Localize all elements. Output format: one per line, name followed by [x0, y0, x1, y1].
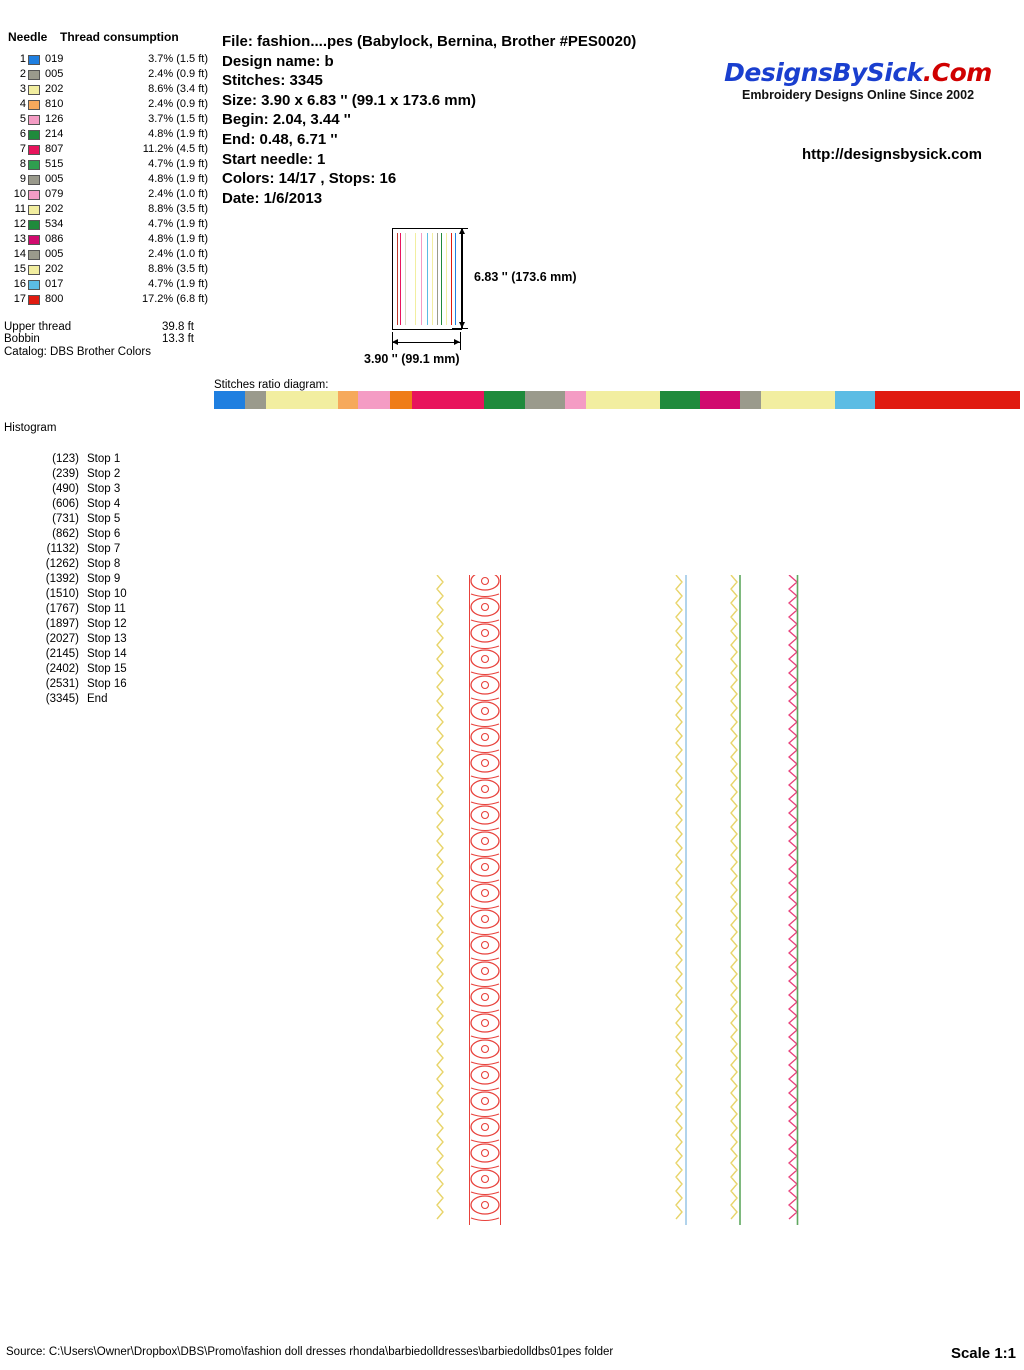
ratio-segment — [484, 391, 525, 409]
dimension-tick-bottom — [452, 328, 468, 329]
histogram-stop-label: Stop 5 — [87, 513, 121, 525]
histogram-row — [4, 467, 214, 482]
thread-consumption-value: 8.8% (3.5 ft) — [148, 203, 208, 215]
histogram-stitch-count: (1897) — [45, 618, 79, 630]
thread-consumption-value: 3.7% (1.5 ft) — [148, 113, 208, 125]
needle-row — [4, 292, 214, 307]
histogram-row — [4, 452, 214, 467]
thread-color-swatch — [28, 205, 40, 215]
preview-stitch-line — [421, 233, 422, 325]
info-design-name: Design name: b — [222, 52, 334, 70]
thread-color-swatch — [28, 295, 40, 305]
histogram-stitch-count: (1132) — [46, 543, 79, 555]
histogram-stitch-count: (490) — [52, 483, 79, 495]
ratio-segment — [266, 391, 339, 409]
histogram-stop-label: Stop 9 — [87, 573, 121, 585]
thread-color-swatch — [28, 235, 40, 245]
thread-color-swatch — [28, 115, 40, 125]
preview-stitch-line — [397, 233, 398, 325]
logo-dot: . — [922, 58, 932, 87]
preview-stitch-line — [405, 233, 406, 325]
histogram-stop-label: Stop 6 — [87, 528, 121, 540]
histogram-row — [4, 527, 214, 542]
thread-total-label: Bobbin — [4, 333, 40, 345]
histogram-row — [4, 632, 214, 647]
stitch-strip — [738, 575, 742, 1225]
thread-code: 005 — [45, 173, 64, 185]
thread-code: 202 — [45, 83, 64, 95]
stitch-strip — [468, 575, 502, 1225]
thread-code: 214 — [45, 128, 64, 140]
thread-code: 017 — [45, 278, 64, 290]
thread-color-swatch — [28, 145, 40, 155]
thread-consumption-value: 3.7% (1.5 ft) — [148, 53, 208, 65]
histogram-panel — [4, 422, 214, 707]
thread-color-swatch — [28, 70, 40, 80]
thread-code: 005 — [45, 248, 64, 260]
histogram-stop-label: End — [87, 693, 108, 705]
histogram-stitch-count: (606) — [52, 498, 79, 510]
histogram-stop-label: Stop 2 — [87, 468, 121, 480]
thread-code: 126 — [45, 113, 64, 125]
height-arrow — [462, 228, 463, 328]
ratio-segment — [358, 391, 389, 409]
needle-index: 1 — [19, 53, 26, 65]
thread-total-value: 13.3 ft — [162, 333, 194, 345]
preview-stitch-line — [415, 233, 416, 325]
needle-index: 6 — [19, 128, 26, 140]
thread-color-swatch — [28, 160, 40, 170]
thread-total-value: 39.8 ft — [162, 321, 194, 333]
thread-consumption-value: 2.4% (1.0 ft) — [148, 248, 208, 260]
needle-index: 5 — [19, 113, 26, 125]
histogram-row — [4, 512, 214, 527]
thread-consumption-value: 4.7% (1.9 ft) — [148, 278, 208, 290]
needle-row — [4, 277, 214, 292]
dimension-tick-right — [460, 332, 461, 350]
footer-scale-label: Scale 1:1 — [950, 1345, 1016, 1362]
thread-code: 019 — [45, 53, 64, 65]
histogram-title: Histogram — [4, 422, 57, 434]
info-size: Size: 3.90 x 6.83 '' (99.1 x 173.6 mm) — [222, 91, 476, 109]
histogram-row — [4, 557, 214, 572]
logo-tagline: Embroidery Designs Online Since 2002 — [741, 88, 975, 102]
thread-color-swatch — [28, 55, 40, 65]
histogram-stop-label: Stop 8 — [87, 558, 121, 570]
thread-consumption-value: 4.7% (1.9 ft) — [148, 218, 208, 230]
histogram-stop-label: Stop 11 — [87, 603, 126, 615]
ratio-segment — [412, 391, 485, 409]
histogram-row — [4, 572, 214, 587]
needle-row — [4, 232, 214, 247]
thread-code: 079 — [45, 188, 64, 200]
info-date: Date: 1/6/2013 — [222, 189, 323, 207]
histogram-row — [4, 482, 214, 497]
thread-consumption-value: 17.2% (6.8 ft) — [141, 293, 208, 305]
needle-row — [4, 112, 214, 127]
info-file: File: fashion....pes (Babylock, Bernina, Brother #PES0020) — [222, 33, 637, 50]
needle-row — [4, 67, 214, 82]
needle-row — [4, 202, 214, 217]
info-end: End: 0.48, 6.71 '' — [222, 130, 338, 148]
thread-color-swatch — [28, 220, 40, 230]
needle-index: 17 — [13, 293, 26, 305]
needle-index: 14 — [13, 248, 26, 260]
histogram-stop-label: Stop 13 — [87, 633, 127, 645]
width-dimension-label: 3.90 '' (99.1 mm) — [364, 352, 460, 366]
ratio-segment — [390, 391, 412, 409]
histogram-stitch-count: (731) — [52, 513, 79, 525]
histogram-row — [4, 497, 214, 512]
logo-wordmark — [698, 58, 1018, 87]
histogram-row — [4, 602, 214, 617]
info-start-needle: Start needle: 1 — [222, 150, 326, 168]
thread-consumption-value: 2.4% (0.9 ft) — [148, 68, 208, 80]
thread-consumption-value: 11.2% (4.5 ft) — [142, 143, 208, 155]
histogram-stop-label: Stop 7 — [87, 543, 121, 555]
histogram-stitch-count: (1767) — [45, 603, 79, 615]
thread-consumption-value: 4.7% (1.9 ft) — [148, 158, 208, 170]
histogram-row — [4, 617, 214, 632]
needle-table-header — [4, 30, 214, 44]
needle-index: 16 — [13, 278, 26, 290]
info-stitches: Stitches: 3345 — [222, 72, 323, 90]
design-preview-thumbnail — [392, 228, 462, 330]
histogram-stitch-count: (2027) — [45, 633, 79, 645]
needle-index: 3 — [19, 83, 26, 95]
ratio-segment — [700, 391, 741, 409]
needle-index: 9 — [19, 173, 26, 185]
design-preview-with-dimensions — [364, 228, 626, 368]
ratio-segment — [586, 391, 660, 409]
thread-total-row — [4, 321, 214, 333]
ratio-segment — [214, 391, 245, 409]
embroidery-stitchout-preview — [400, 575, 860, 1225]
needle-row — [4, 247, 214, 262]
needle-index: 15 — [13, 263, 26, 275]
thread-color-swatch — [28, 100, 40, 110]
thread-total-row — [4, 333, 214, 345]
histogram-stop-label: Stop 12 — [87, 618, 127, 630]
thread-color-swatch — [28, 280, 40, 290]
preview-stitch-line — [451, 233, 452, 325]
histogram-stop-label: Stop 14 — [87, 648, 127, 660]
column-header-thread-consumption: Thread consumption — [60, 30, 179, 44]
thread-consumption-value: 2.4% (1.0 ft) — [148, 188, 208, 200]
thread-code: 807 — [45, 143, 64, 155]
needle-row — [4, 82, 214, 97]
histogram-row — [4, 677, 214, 692]
preview-stitch-line — [446, 233, 447, 325]
histogram-stitch-count: (1392) — [45, 573, 79, 585]
histogram-stitch-count: (1262) — [45, 558, 79, 570]
needle-index: 10 — [13, 188, 26, 200]
histogram-row — [4, 662, 214, 677]
thread-color-swatch — [28, 190, 40, 200]
needle-row — [4, 187, 214, 202]
histogram-stop-label: Stop 4 — [87, 498, 121, 510]
stitch-strip — [436, 575, 444, 1225]
info-begin: Begin: 2.04, 3.44 '' — [222, 111, 351, 129]
needle-index: 13 — [13, 233, 26, 245]
preview-stitch-line — [427, 233, 428, 325]
stitch-strip — [796, 575, 799, 1225]
thread-totals — [4, 321, 214, 358]
histogram-stitch-count: (2531) — [45, 678, 79, 690]
ratio-segment — [245, 391, 265, 409]
histogram-stitch-count: (862) — [52, 528, 79, 540]
needle-index: 11 — [14, 203, 26, 215]
needle-row — [4, 142, 214, 157]
thread-color-swatch — [28, 85, 40, 95]
histogram-row — [4, 542, 214, 557]
needle-row — [4, 157, 214, 172]
thread-code: 005 — [45, 68, 64, 80]
height-dimension-label: 6.83 '' (173.6 mm) — [474, 270, 577, 284]
preview-stitch-line — [432, 233, 433, 325]
stitch-strip — [684, 575, 688, 1225]
ratio-segment — [338, 391, 358, 409]
thread-consumption-value: 8.6% (3.4 ft) — [148, 83, 208, 95]
histogram-row — [4, 692, 214, 707]
ratio-segment — [525, 391, 566, 409]
ratio-segment — [660, 391, 700, 409]
histogram-stitch-count: (1510) — [45, 588, 79, 600]
histogram-stop-label: Stop 15 — [87, 663, 127, 675]
design-info-block — [222, 32, 636, 208]
stitches-ratio-bar — [214, 391, 1020, 409]
needle-index: 8 — [19, 158, 26, 170]
histogram-stop-label: Stop 3 — [87, 483, 121, 495]
histogram-row — [4, 587, 214, 602]
width-arrow — [392, 342, 460, 343]
needle-index: 7 — [19, 143, 26, 155]
stitches-ratio-label: Stitches ratio diagram: — [214, 379, 329, 391]
histogram-stop-label: Stop 16 — [87, 678, 127, 690]
thread-consumption-value: 4.8% (1.9 ft) — [148, 128, 208, 140]
histogram-stitch-count: (239) — [52, 468, 79, 480]
logo-main-text: DesignsBySick — [724, 58, 923, 87]
needle-index: 12 — [13, 218, 26, 230]
stitch-strip — [675, 575, 683, 1225]
thread-color-swatch — [28, 175, 40, 185]
thread-code: 086 — [45, 233, 64, 245]
histogram-row — [4, 647, 214, 662]
ratio-segment — [835, 391, 875, 409]
thread-consumption-value: 4.8% (1.9 ft) — [148, 173, 208, 185]
ratio-segment — [740, 391, 760, 409]
info-colors-stops: Colors: 14/17 , Stops: 16 — [222, 170, 397, 188]
needle-row — [4, 97, 214, 112]
thread-code: 810 — [45, 98, 64, 110]
needle-row — [4, 172, 214, 187]
needle-row — [4, 127, 214, 142]
thread-consumption-value: 4.8% (1.9 ft) — [148, 233, 208, 245]
needle-row — [4, 217, 214, 232]
needle-index: 4 — [19, 98, 26, 110]
histogram-stop-label: Stop 1 — [87, 453, 121, 465]
stitch-strip — [730, 575, 738, 1225]
preview-stitch-line — [400, 233, 401, 325]
ratio-segment — [761, 391, 835, 409]
site-url: http://designsbysick.com — [801, 146, 982, 163]
histogram-stitch-count: (123) — [52, 453, 79, 465]
thread-code: 202 — [45, 203, 64, 215]
footer-source-path: Source: C:\Users\Owner\Dropbox\DBS\Promo\fashion doll dresses rhonda\barbiedolldresses\barbiedolldbs01pes folder — [6, 1346, 614, 1358]
histogram-stop-label: Stop 10 — [87, 588, 127, 600]
thread-color-swatch — [28, 250, 40, 260]
needle-thread-table — [4, 30, 214, 358]
thread-color-swatch — [28, 130, 40, 140]
thread-consumption-value: 2.4% (0.9 ft) — [148, 98, 208, 110]
thread-consumption-value: 8.8% (3.5 ft) — [148, 263, 208, 275]
ratio-segment — [565, 391, 585, 409]
needle-row — [4, 262, 214, 277]
ratio-segment — [875, 391, 1020, 409]
thread-code: 515 — [45, 158, 64, 170]
histogram-stitch-count: (3345) — [45, 693, 79, 705]
preview-stitch-line — [441, 233, 442, 325]
thread-color-swatch — [28, 265, 40, 275]
needle-row — [4, 52, 214, 67]
thread-total-label: Upper thread — [4, 321, 72, 333]
thread-code: 534 — [45, 218, 64, 230]
thread-code: 800 — [45, 293, 64, 305]
histogram-stitch-count: (2402) — [45, 663, 79, 675]
logo-com-text: Com — [931, 58, 992, 87]
brand-logo — [698, 58, 1018, 102]
catalog-label: Catalog: DBS Brother Colors — [4, 346, 152, 358]
preview-stitch-line — [437, 233, 438, 325]
preview-stitch-line — [455, 233, 456, 325]
thread-code: 202 — [45, 263, 64, 275]
column-header-needle: Needle — [8, 30, 48, 44]
histogram-stitch-count: (2145) — [45, 648, 79, 660]
needle-index: 2 — [19, 68, 26, 80]
